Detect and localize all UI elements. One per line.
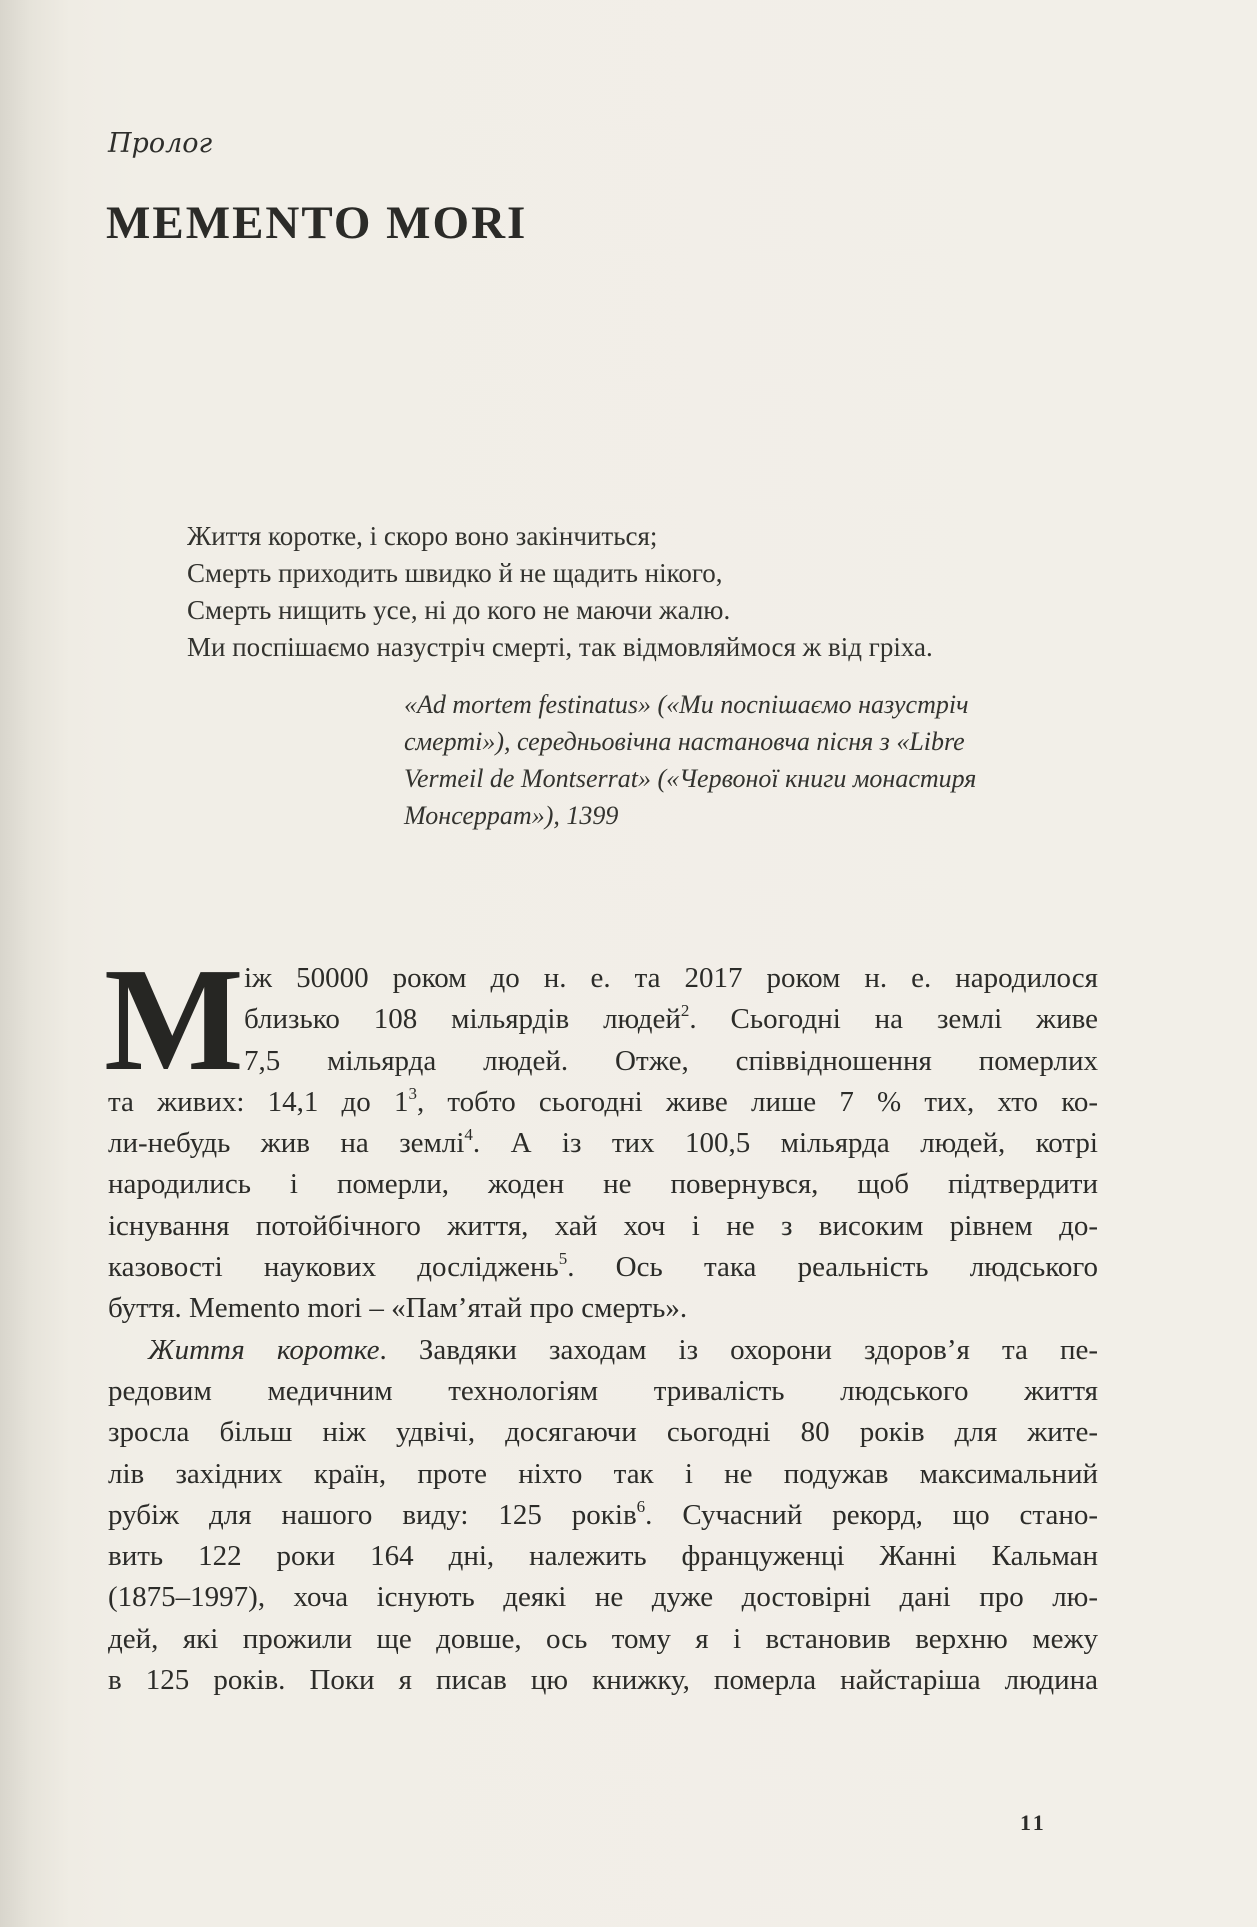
page-number: 11 <box>1020 1810 1047 1835</box>
footnote-ref[interactable]: 3 <box>408 1083 417 1103</box>
footnote-ref[interactable]: 5 <box>558 1249 568 1269</box>
italic-phrase: Життя коротке <box>148 1333 380 1366</box>
paragraph-1 <box>104 938 1098 1330</box>
text-line: казовості наукових досліджень$^5$. Ось така реальність людського <box>108 1249 1098 1284</box>
text-line: редовим медичним технологіям тривалість людського життя <box>108 1374 1098 1407</box>
text-line: буття. Memento mori – «Пам’ятай про смерть». <box>108 1292 688 1325</box>
footnote-ref[interactable]: 4 <box>464 1125 473 1145</box>
footnote-ref[interactable]: 6 <box>636 1496 646 1516</box>
epigraph-line: Ми поспішаємо назустріч смерті, так відмовляймося ж від гріха. <box>187 632 933 662</box>
text-line: в 125 років. Поки я писав цю книжку, померла найстаріша людина <box>108 1664 1098 1697</box>
text-line: лів західних країн, проте ніхто так і не подужав максимальний <box>108 1457 1098 1490</box>
epigraph <box>187 518 1087 666</box>
attribution-line: смерті»), середньовічна настановча пісня з «Libre <box>404 727 965 756</box>
attribution-line: Vermeil de Montserrat» («Червоної книги монастиря <box>404 764 977 793</box>
epigraph-line: Смерть приходить швидко й не щадить нікого, <box>187 558 723 588</box>
paragraph-2 <box>108 1330 1098 1702</box>
section-label: Пролог <box>108 128 213 159</box>
epigraph-attribution <box>404 686 1104 834</box>
chapter-title: MEMENTO MORI <box>106 197 528 249</box>
text-line: іж 50000 роком до н. е. та 2017 роком н. е. народилося <box>244 962 1098 994</box>
epigraph-line: Смерть нищить усе, ні до кого не маючи жалю. <box>187 595 731 625</box>
text-line: 7,5 мільярда людей. Отже, співвідношення померлих <box>244 1044 1098 1077</box>
text-line: близько 108 мільярдів людей$^2$. Сьогодні на землі живе <box>244 1001 1098 1036</box>
text-line: (1875–1997), хоча існують деякі не дуже достовірні дані про лю- <box>108 1581 1098 1614</box>
attribution-line: Монсеррат»), 1399 <box>404 801 619 830</box>
text-line: дей, які прожили ще довше, ось тому я і встановив верхню межу <box>108 1622 1098 1655</box>
text-line: та живих: 14,1 до $1^3$, тобто сьогодні живе лише 7 % тих, хто ко- <box>108 1083 1098 1118</box>
attribution-line: «Ad mortem festinatus» («Ми поспішаємо назустріч <box>404 690 969 719</box>
text-line: Життя коротке. Завдяки заходам із охорони здоров’я та пе- <box>148 1333 1098 1366</box>
drop-cap: М <box>104 938 244 1102</box>
text-line: народились і померли, жоден не повернувся, щоб підтвердити <box>108 1168 1098 1201</box>
text-line: рубіж для нашого виду: 125 років$^6$. Сучасний рекорд, що стано- <box>108 1496 1098 1531</box>
body-text <box>104 938 1098 1701</box>
footnote-ref[interactable]: 2 <box>680 1001 690 1021</box>
text-line: вить 122 роки 164 дні, належить француженці Жанні Кальман <box>108 1540 1098 1573</box>
text-line: існування потойбічного життя, хай хоч і не з високим рівнем до- <box>108 1209 1098 1242</box>
text-line: ли-небудь жив на землі$^4$. А із тих 100,5 мільярда людей, котрі <box>108 1125 1098 1160</box>
text-line: зросла більш ніж удвічі, досягаючи сьогодні 80 років для жите- <box>108 1416 1098 1449</box>
epigraph-line: Життя коротке, і скоро воно закінчиться; <box>187 521 658 551</box>
